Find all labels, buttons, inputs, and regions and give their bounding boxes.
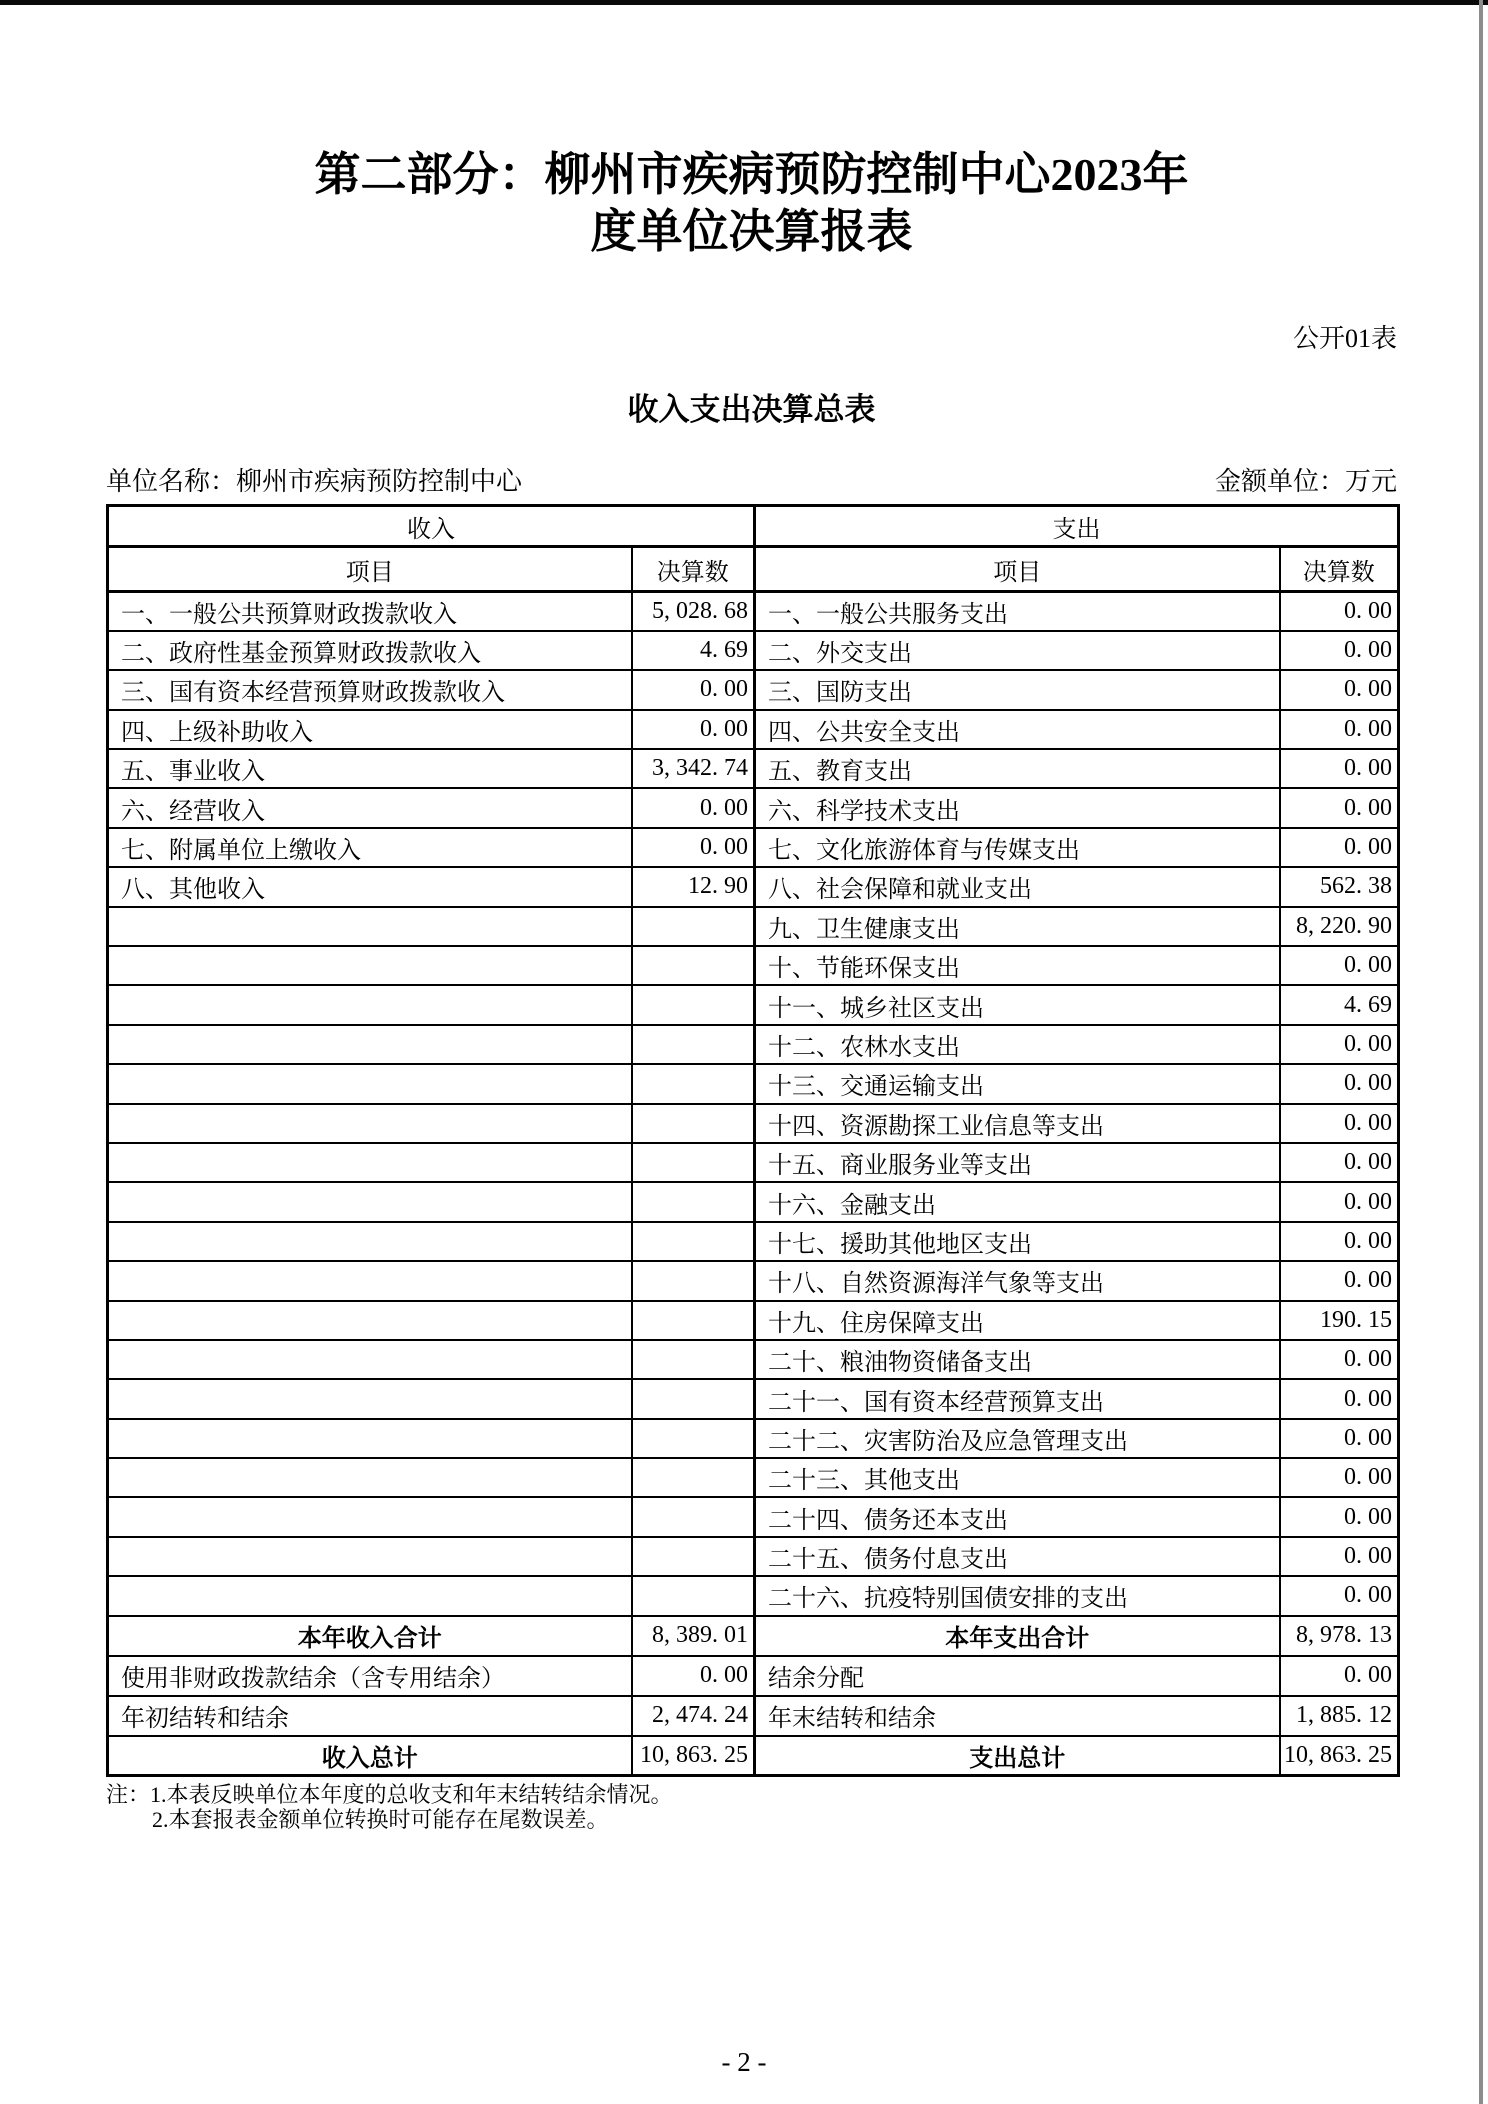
income-item-cell: 一、一般公共预算财政拨款收入 — [108, 592, 632, 631]
table-row — [108, 1301, 1399, 1340]
expense-item-cell: 十四、资源勘探工业信息等支出 — [755, 1104, 1280, 1143]
table-row — [108, 1025, 1399, 1064]
expense-amount-cell: 190. 15 — [1280, 1301, 1399, 1340]
expense-item-cell: 十八、自然资源海洋气象等支出 — [755, 1261, 1280, 1300]
income-amount-cell — [632, 1143, 755, 1182]
income-item-cell: 六、经营收入 — [108, 788, 632, 827]
income-item-cell — [108, 1537, 632, 1576]
page-content — [106, 0, 1397, 1832]
income-amount-cell — [632, 1497, 755, 1536]
expense-item-cell: 二十四、债务还本支出 — [755, 1497, 1280, 1536]
expense-item-cell: 七、文化旅游体育与传媒支出 — [755, 828, 1280, 867]
income-amount-cell — [632, 1064, 755, 1103]
income-amount-cell: 4. 69 — [632, 631, 755, 670]
income-amount-cell: 5, 028. 68 — [632, 592, 755, 631]
expense-amount-cell: 0. 00 — [1280, 1025, 1399, 1064]
table-row — [108, 1497, 1399, 1536]
income-amount-cell — [632, 1104, 755, 1143]
expense-item-cell: 五、教育支出 — [755, 749, 1280, 788]
expense-amount-cell: 0. 00 — [1280, 1576, 1399, 1615]
expense-amount-cell: 0. 00 — [1280, 1340, 1399, 1379]
expense-amount-cell: 0. 00 — [1280, 1261, 1399, 1300]
table-row — [108, 907, 1399, 946]
income-expense-summary-table — [106, 504, 1400, 1777]
table-row — [108, 1616, 1399, 1656]
expense-amount-cell: 0. 00 — [1280, 1182, 1399, 1221]
expense-amount-cell: 0. 00 — [1280, 1222, 1399, 1261]
expense-amount-cell: 10, 863. 25 — [1280, 1736, 1399, 1776]
income-item-cell: 八、其他收入 — [108, 867, 632, 906]
income-amount-cell: 2, 474. 24 — [632, 1696, 755, 1736]
income-item-cell — [108, 1104, 632, 1143]
expense-amount-cell: 0. 00 — [1280, 946, 1399, 985]
expense-amount-cell: 0. 00 — [1280, 1458, 1399, 1497]
income-item-cell — [108, 1340, 632, 1379]
page-number: - 2 - — [721, 2047, 767, 2077]
table-row — [108, 1104, 1399, 1143]
income-group-header: 收入 — [108, 506, 755, 547]
income-amount-cell — [632, 1025, 755, 1064]
expense-amount-cell: 0. 00 — [1280, 1143, 1399, 1182]
expense-item-cell: 八、社会保障和就业支出 — [755, 867, 1280, 906]
table-row — [108, 1064, 1399, 1103]
table-row — [108, 1736, 1399, 1776]
expense-amount-cell: 0. 00 — [1280, 1379, 1399, 1418]
expense-amount-cell: 0. 00 — [1280, 1656, 1399, 1696]
table-row — [108, 1656, 1399, 1696]
expense-item-cell: 二十一、国有资本经营预算支出 — [755, 1379, 1280, 1418]
expense-amount-cell: 0. 00 — [1280, 788, 1399, 827]
income-amount-cell: 10, 863. 25 — [632, 1736, 755, 1776]
income-item-cell: 四、上级补助收入 — [108, 710, 632, 749]
table-row — [108, 1537, 1399, 1576]
income-item-cell — [108, 907, 632, 946]
income-item-cell — [108, 985, 632, 1024]
table-row — [108, 592, 1399, 631]
income-amount-cell: 8, 389. 01 — [632, 1616, 755, 1656]
table-row — [108, 946, 1399, 985]
income-amount-cell — [632, 985, 755, 1024]
income-amount-cell — [632, 907, 755, 946]
expense-item-column-header: 项目 — [755, 547, 1280, 592]
expense-item-cell: 年末结转和结余 — [755, 1696, 1280, 1736]
expense-amount-cell: 0. 00 — [1280, 1537, 1399, 1576]
expense-item-cell: 结余分配 — [755, 1656, 1280, 1696]
table-row — [108, 1576, 1399, 1615]
income-item-column-header: 项目 — [108, 547, 632, 592]
income-item-cell — [108, 1458, 632, 1497]
expense-item-cell: 十七、援助其他地区支出 — [755, 1222, 1280, 1261]
income-item-cell: 五、事业收入 — [108, 749, 632, 788]
table-notes — [106, 1782, 1397, 1832]
income-amount-cell: 0. 00 — [632, 828, 755, 867]
expense-item-cell: 二十、粮油物资储备支出 — [755, 1340, 1280, 1379]
expense-amount-cell: 0. 00 — [1280, 1064, 1399, 1103]
expense-item-cell: 六、科学技术支出 — [755, 788, 1280, 827]
income-amount-cell: 0. 00 — [632, 1656, 755, 1696]
expense-amount-cell: 1, 885. 12 — [1280, 1696, 1399, 1736]
table-title: 收入支出决算总表 — [627, 392, 876, 427]
expense-amount-cell: 0. 00 — [1280, 592, 1399, 631]
income-item-cell — [108, 1301, 632, 1340]
document-title-line-2: 度单位决算报表 — [590, 206, 913, 257]
table-row — [108, 788, 1399, 827]
expense-item-cell: 四、公共安全支出 — [755, 710, 1280, 749]
income-amount-cell: 3, 342. 74 — [632, 749, 755, 788]
income-amount-cell — [632, 1182, 755, 1221]
expense-amount-cell: 0. 00 — [1280, 1104, 1399, 1143]
form-code-label: 公开01表 — [1292, 324, 1397, 353]
expense-amount-cell: 0. 00 — [1280, 1497, 1399, 1536]
income-amount-cell: 12. 90 — [632, 867, 755, 906]
amount-unit-label: 金额单位：万元 — [1214, 467, 1397, 496]
income-item-cell: 二、政府性基金预算财政拨款收入 — [108, 631, 632, 670]
expense-item-cell: 十五、商业服务业等支出 — [755, 1143, 1280, 1182]
column-header-row — [108, 547, 1399, 592]
income-amount-column-header: 决算数 — [632, 547, 755, 592]
table-row — [108, 710, 1399, 749]
table-row — [108, 828, 1399, 867]
income-item-cell — [108, 1497, 632, 1536]
expense-item-cell: 十九、住房保障支出 — [755, 1301, 1280, 1340]
expense-amount-cell: 0. 00 — [1280, 631, 1399, 670]
group-header-row — [108, 506, 1399, 547]
expense-amount-cell: 562. 38 — [1280, 867, 1399, 906]
table-row — [108, 670, 1399, 709]
expense-item-cell: 三、国防支出 — [755, 670, 1280, 709]
table-row — [108, 1696, 1399, 1736]
income-amount-cell — [632, 1340, 755, 1379]
expense-amount-cell: 0. 00 — [1280, 670, 1399, 709]
table-row — [108, 631, 1399, 670]
expense-item-cell: 支出总计 — [755, 1736, 1280, 1776]
income-amount-cell — [632, 1458, 755, 1497]
table-row — [108, 1340, 1399, 1379]
expense-amount-column-header: 决算数 — [1280, 547, 1399, 592]
income-amount-cell — [632, 946, 755, 985]
income-amount-cell — [632, 1537, 755, 1576]
expense-item-cell: 二十二、灾害防治及应急管理支出 — [755, 1419, 1280, 1458]
decision-table-body — [108, 592, 1399, 1776]
expense-item-cell: 一、一般公共服务支出 — [755, 592, 1280, 631]
income-amount-cell — [632, 1379, 755, 1418]
table-row — [108, 1419, 1399, 1458]
expense-amount-cell: 0. 00 — [1280, 1419, 1399, 1458]
table-row — [108, 749, 1399, 788]
income-item-cell — [108, 1379, 632, 1418]
table-row — [108, 1182, 1399, 1221]
income-item-cell: 收入总计 — [108, 1736, 632, 1776]
table-row — [108, 985, 1399, 1024]
expense-amount-cell: 0. 00 — [1280, 710, 1399, 749]
expense-item-cell: 九、卫生健康支出 — [755, 907, 1280, 946]
table-row — [108, 1222, 1399, 1261]
document-title — [106, 146, 1397, 260]
expense-amount-cell: 0. 00 — [1280, 828, 1399, 867]
income-amount-cell — [632, 1261, 755, 1300]
income-amount-cell: 0. 00 — [632, 670, 755, 709]
income-amount-cell — [632, 1419, 755, 1458]
income-item-cell — [108, 1182, 632, 1221]
income-item-cell — [108, 946, 632, 985]
expense-item-cell: 二十五、债务付息支出 — [755, 1537, 1280, 1576]
expense-item-cell: 二十三、其他支出 — [755, 1458, 1280, 1497]
income-amount-cell — [632, 1301, 755, 1340]
income-item-cell — [108, 1261, 632, 1300]
table-row — [108, 867, 1399, 906]
table-info-row — [106, 467, 1397, 497]
expense-amount-cell: 8, 978. 13 — [1280, 1616, 1399, 1656]
income-amount-cell — [632, 1222, 755, 1261]
income-item-cell: 三、国有资本经营预算财政拨款收入 — [108, 670, 632, 709]
income-item-cell: 年初结转和结余 — [108, 1696, 632, 1736]
income-item-cell — [108, 1064, 632, 1103]
table-row — [108, 1458, 1399, 1497]
income-item-cell — [108, 1576, 632, 1615]
expense-item-cell: 十三、交通运输支出 — [755, 1064, 1280, 1103]
income-amount-cell: 0. 00 — [632, 710, 755, 749]
expense-item-cell: 二、外交支出 — [755, 631, 1280, 670]
expense-amount-cell: 0. 00 — [1280, 749, 1399, 788]
unit-name-label: 单位名称：柳州市疾病预防控制中心 — [106, 467, 523, 496]
income-item-cell — [108, 1419, 632, 1458]
income-item-cell — [108, 1222, 632, 1261]
expense-group-header: 支出 — [755, 506, 1399, 547]
income-item-cell: 七、附属单位上缴收入 — [108, 828, 632, 867]
expense-item-cell: 十、节能环保支出 — [755, 946, 1280, 985]
income-item-cell — [108, 1025, 632, 1064]
expense-item-cell: 本年支出合计 — [755, 1616, 1280, 1656]
document-title-line-1: 第二部分：柳州市疾病预防控制中心2023年 — [314, 149, 1189, 200]
expense-item-cell: 十二、农林水支出 — [755, 1025, 1280, 1064]
expense-item-cell: 十一、城乡社区支出 — [755, 985, 1280, 1024]
note-line-1: 注：1.本表反映单位本年度的总收支和年末结转结余情况。 — [106, 1782, 673, 1808]
expense-item-cell: 二十六、抗疫特别国债安排的支出 — [755, 1576, 1280, 1615]
page-edge-scan-line — [1479, 0, 1483, 2104]
income-item-cell — [108, 1143, 632, 1182]
income-amount-cell — [632, 1576, 755, 1615]
expense-amount-cell: 4. 69 — [1280, 985, 1399, 1024]
table-row — [108, 1143, 1399, 1182]
expense-item-cell: 十六、金融支出 — [755, 1182, 1280, 1221]
table-row — [108, 1379, 1399, 1418]
expense-amount-cell: 8, 220. 90 — [1280, 907, 1399, 946]
income-amount-cell: 0. 00 — [632, 788, 755, 827]
note-line-2: 2.本套报表金额单位转换时可能存在尾数误差。 — [152, 1807, 609, 1833]
table-row — [108, 1261, 1399, 1300]
table-header — [108, 506, 1399, 592]
income-item-cell: 本年收入合计 — [108, 1616, 632, 1656]
income-item-cell: 使用非财政拨款结余（含专用结余） — [108, 1656, 632, 1696]
